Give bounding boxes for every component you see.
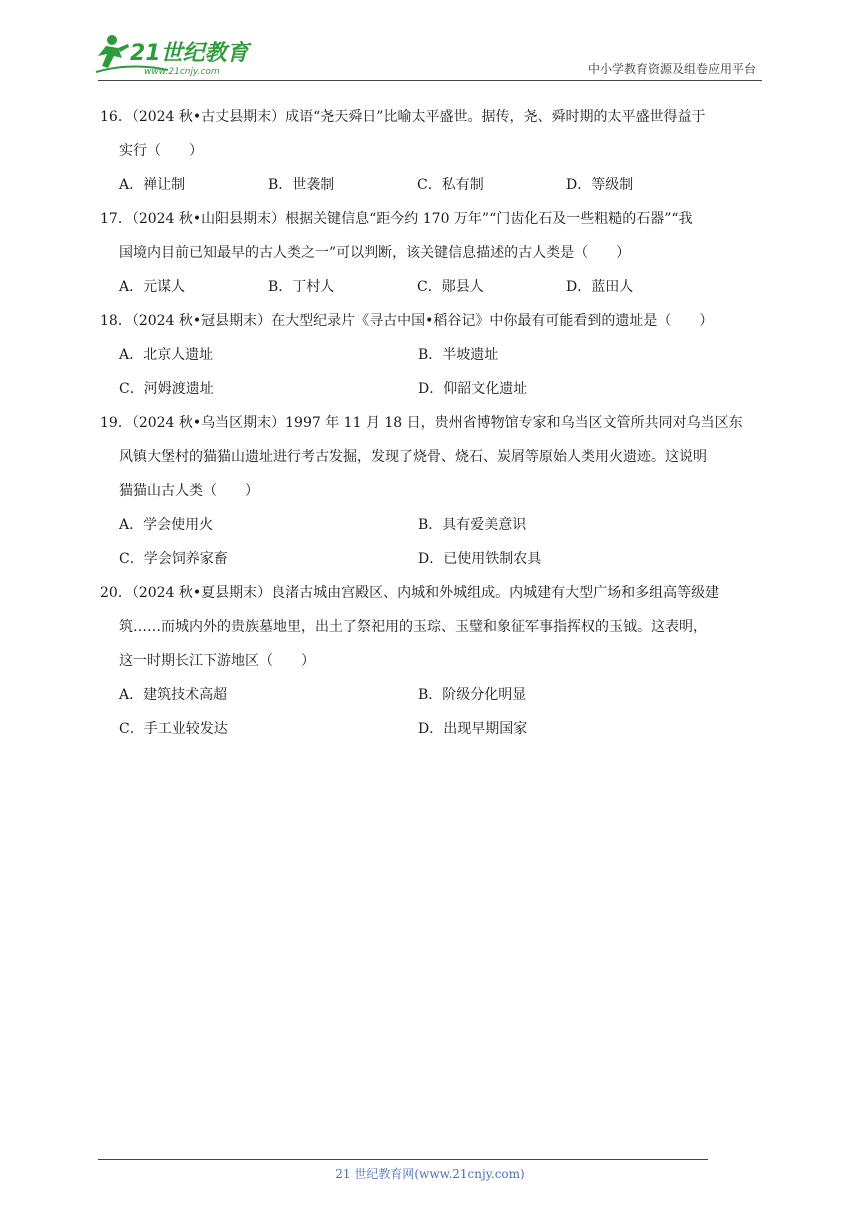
options-row-1 — [100, 678, 762, 712]
question-text: 18．（2024 秋•冠县期末）在大型纪录片《寻古中国•稻谷记》中你最有可能看到的遗址是（ ） — [100, 313, 714, 329]
option-a: A．学会使用火 — [119, 517, 214, 533]
option-b: B．世袭制 — [268, 177, 335, 193]
option-a: A．建筑技术高超 — [119, 687, 228, 703]
option-c: C．私有制 — [417, 177, 484, 193]
options-row-1 — [100, 338, 762, 372]
options-row-1 — [100, 508, 762, 542]
question-text: 猫猫山古人类（ ） — [119, 483, 259, 499]
question-19 — [100, 406, 762, 576]
option-a: A．禅让制 — [119, 177, 186, 193]
option-d: D．蓝田人 — [566, 279, 634, 295]
options — [100, 270, 762, 304]
question-text: 16．（2024 秋•古丈县期末）成语“尧天舜日”比喻太平盛世。据传，尧、舜时期的太平盛世得益于 — [100, 109, 706, 125]
option-d: D．已使用铁制农具 — [418, 551, 542, 567]
option-d: D．等级制 — [566, 177, 634, 193]
site-logo — [92, 32, 262, 78]
option-b: B．阶级分化明显 — [418, 687, 527, 703]
option-b: B．丁村人 — [268, 279, 335, 295]
logo-text: 21世纪教育 — [130, 41, 249, 66]
question-text: 19．（2024 秋•乌当区期末）1997 年 11 月 18 日，贵州省博物馆专家和乌当区文管所共同对乌当区东 — [100, 415, 743, 431]
option-c: C．河姆渡遗址 — [119, 381, 214, 397]
options-row-2 — [100, 712, 762, 746]
question-text: 20．（2024 秋•夏县期末）良渚古城由宫殿区、内城和外城组成。内城建有大型广场和多组高等级建 — [100, 585, 720, 601]
option-b: B．半坡遗址 — [418, 347, 499, 363]
logo-url: www.21cnjy.com — [144, 67, 220, 77]
question-list — [100, 100, 762, 746]
option-c: C．手工业较发达 — [119, 721, 228, 737]
question-17 — [100, 202, 762, 304]
question-text: 17．（2024 秋•山阳县期末）根据关键信息“距今约 170 万年”“门齿化石及一些粗糙的石器”“我 — [100, 211, 693, 227]
option-a: A．北京人遗址 — [119, 347, 214, 363]
question-text: 实行（ ） — [119, 143, 203, 159]
question-text: 风镇大堡村的猫猫山遗址进行考古发掘，发现了烧骨、烧石、炭屑等原始人类用火遗迹。这说明 — [119, 449, 707, 465]
options-row-2 — [100, 372, 762, 406]
option-c: C．学会饲养家畜 — [119, 551, 228, 567]
option-c: C．郧县人 — [417, 279, 484, 295]
option-d: D．出现早期国家 — [418, 721, 528, 737]
platform-label: 中小学教育资源及组卷应用平台 — [587, 62, 756, 76]
options — [100, 168, 762, 202]
options-row-2 — [100, 542, 762, 576]
option-b: B．具有爱美意识 — [418, 517, 527, 533]
question-16 — [100, 100, 762, 202]
question-18 — [100, 304, 762, 406]
question-text: 筑……而城内外的贵族墓地里，出土了祭祀用的玉琮、玉璧和象征军事指挥权的玉钺。这表明， — [119, 619, 707, 635]
page-header — [0, 0, 860, 82]
header-divider — [98, 80, 762, 81]
option-a: A．元谋人 — [119, 279, 186, 295]
option-d: D．仰韶文化遗址 — [418, 381, 528, 397]
footer-divider — [98, 1159, 708, 1160]
footer-link[interactable]: 21 世纪教育网(www.21cnjy.com) — [335, 1167, 525, 1181]
question-text: 这一时期长江下游地区（ ） — [119, 653, 315, 669]
question-20 — [100, 576, 762, 746]
question-text: 国境内目前已知最早的古人类之一”可以判断，该关键信息描述的古人类是（ ） — [119, 245, 631, 261]
